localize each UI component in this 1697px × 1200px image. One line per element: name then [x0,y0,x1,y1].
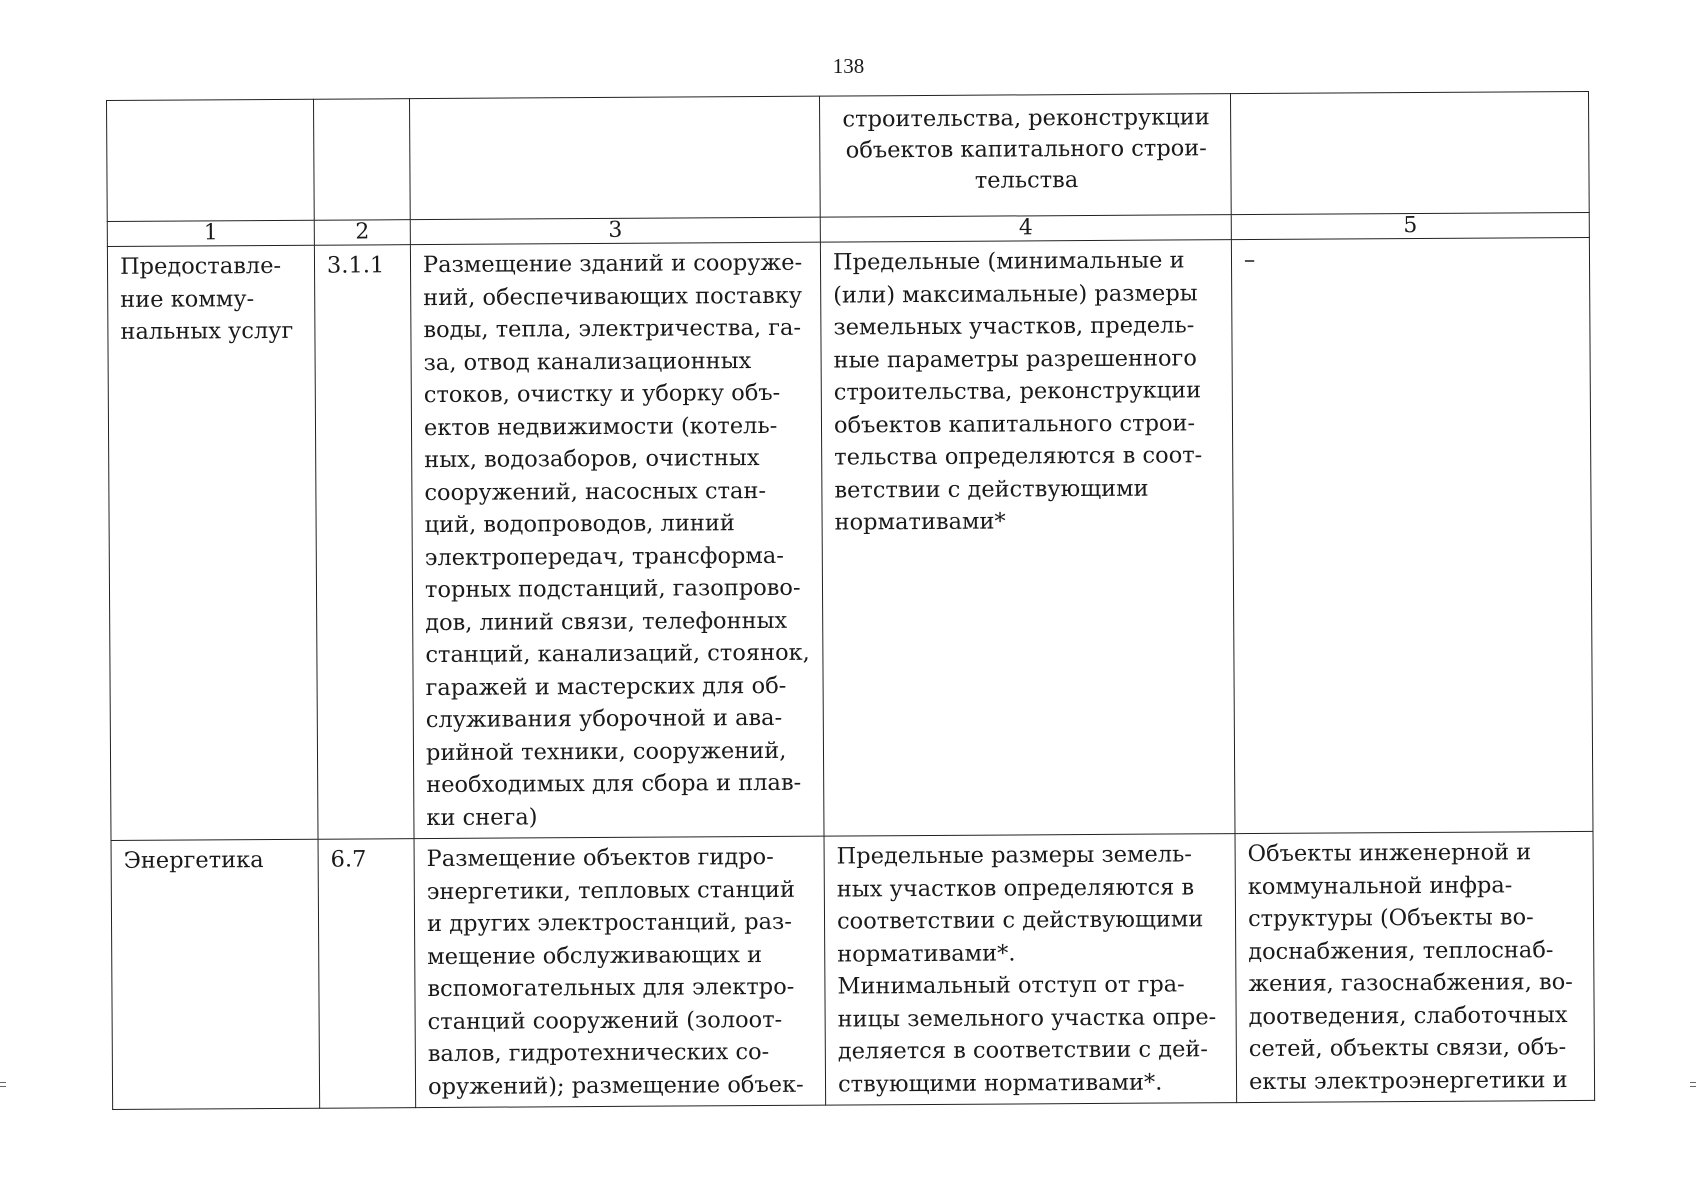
header-continuation-row [107,91,1590,221]
parameters-cell: Предельные (минимальные и (или) максимальные) размеры земельных участков, предель- ные параметры разрешенного строительства, реконструкции объектов капитального строи- тельства определяются в соот- ветствии с действующими нормативами* [820,240,1235,836]
column-number: 4 [820,215,1231,243]
scan-edge-mark-right [1690,1082,1696,1087]
scan-edge-mark-left [0,1082,6,1087]
table-row [107,237,1593,840]
use-name-cell: Предоставле- ние комму- нальных услуг [107,245,318,840]
header-cell-1 [107,99,315,221]
table-row [111,831,1595,1109]
column-number: 1 [107,220,314,246]
restrictions-cell: Объекты инженерной и коммунальной инфра- структуры (Объекты во- доснабжения, теплоснаб- жения, газоснабжения, во- доотведения, слаботочных сетей, объекты связи, объ- екты электроэнергетики и [1235,831,1595,1102]
land-use-table [106,91,1595,1110]
column-number: 2 [314,220,410,246]
header-cell-4: строительства, реконструкции объектов капитального строи- тельства [819,94,1231,218]
restrictions-cell: – [1231,237,1593,833]
parameters-cell: Предельные размеры земель- ных участков определяются в соответствии с действующими нормативами*. Минимальный отступ от гра- ницы земельного участка опре- деляется в соответствии с дей- ствующими нормативами*. [824,834,1237,1106]
use-name-cell: Энергетика [111,839,320,1109]
header-cell-2 [313,99,410,221]
header-cell-5 [1230,91,1589,214]
use-code-cell: 3.1.1 [314,245,414,840]
use-description-cell: Размещение зданий и сооруже- ний, обеспечивающих поставку воды, тепла, электричества, га- за, отвод канализационных стоков, очистку и уборку объ- ектов недвижимости (котель- ных, водозаборов, очистных сооружений, насосных стан- ций, водопроводов, линий электропередач, трансформа- торных подстанций, газопрово- дов, линий связи, телефонных станций, канализаций, стоянок, гаражей и мастерских для об- служивания уборочной и ава- рийной техники, сооружений, необходимых для сбора и плав- ки снега) [410,242,824,838]
use-description-cell: Размещение объектов гидро- энергетики, тепловых станций и других электростанций, раз- мещение обслуживающих и вспомогательных для электро- станций сооружений (золоот- валов, гидротехнических со- оружений); размещение объек- [414,836,826,1107]
column-number: 3 [410,217,820,245]
header-cell-3 [409,96,820,220]
page-number: 138 [832,54,865,78]
column-number: 5 [1231,212,1589,239]
use-code-cell: 6.7 [318,839,416,1109]
